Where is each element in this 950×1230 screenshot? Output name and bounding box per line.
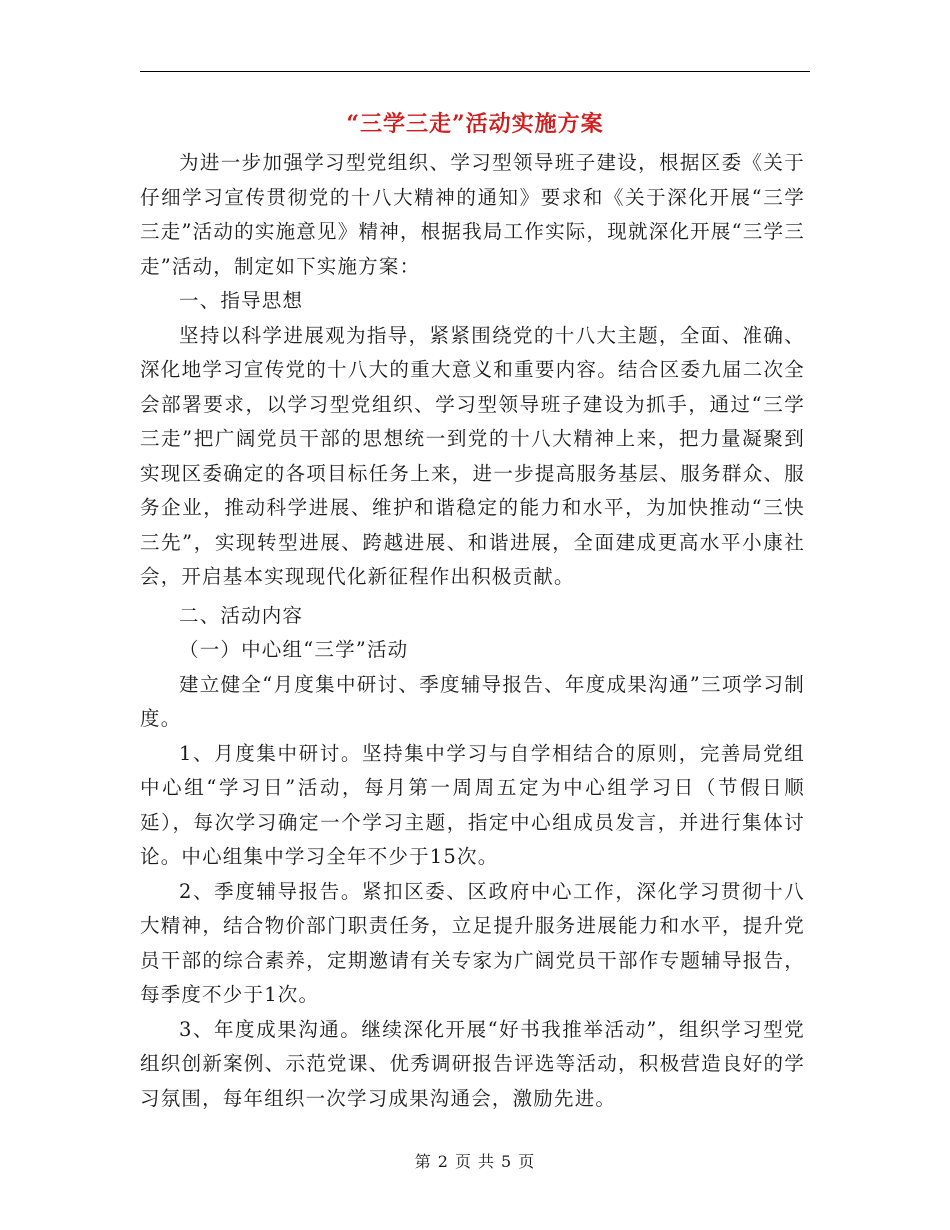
- study-system-paragraph: 建立健全“月度集中研讨、季度辅导报告、年度成果沟通”三项学习制度。: [140, 672, 805, 730]
- subsection-heading-center-group: （一）中心组“三学”活动: [179, 638, 409, 661]
- monthly-seminar-paragraph: 1、月度集中研讨。坚持集中学习与自学相结合的原则，完善局党组中心组“学习日”活动，每月第一周周五定为中心组学习日（节假日顺延），每次学习确定一个学习主题，指定中心组成员发言，并进行集体讨论。中心组集中学习全年不少于15次。: [140, 741, 805, 868]
- page-footer: [0, 1150, 950, 1174]
- quarterly-report-paragraph: 2、季度辅导报告。紧扣区委、区政府中心工作，深化学习贯彻十八大精神，结合物价部门职责任务，立足提升服务进展能力和水平，提升党员干部的综合素养，定期邀请有关专家为广阔党员干部作专题辅导报告，每季度不少于1次。: [140, 879, 805, 1006]
- footer-label-gong: 共: [478, 1152, 496, 1171]
- footer-label-di: 第: [414, 1152, 432, 1171]
- footer-label-ye: 页: [454, 1152, 472, 1171]
- current-page-number: 2: [437, 1152, 449, 1171]
- section-heading-activity-content: 二、活动内容: [179, 603, 304, 627]
- document-body: [140, 146, 805, 1116]
- total-page-number: 5: [501, 1152, 513, 1171]
- header-rule: [140, 71, 810, 72]
- intro-paragraph: 为进一步加强学习型党组织、学习型领导班子建设，根据区委《关于仔细学习宣传贯彻党的十八大精神的通知》要求和《关于深化开展“三学三走”活动的实施意见》精神，根据我局工作实际，现就深化开展“三学三走”活动，制定如下实施方案：: [140, 151, 805, 278]
- section-heading-guiding-ideology: 一、指导思想: [179, 289, 304, 312]
- footer-label-ye-end: 页: [518, 1152, 536, 1171]
- guiding-ideology-paragraph: 坚持以科学进展观为指导，紧紧围绕党的十八大主题，全面、准确、深化地学习宣传党的十八大的重大意义和重要内容。结合区委九届二次全会部署要求，以学习型党组织、学习型领导班子建设为抓手，通过“三学三走”把广阔党员干部的思想统一到党的十八大精神上来，把力量凝聚到实现区委确定的各项目标任务上来，进一步提高服务基层、服务群众、服务企业，推动科学进展、维护和谐稳定的能力和水平，为加快推动“三快三先”，实现转型进展、跨越进展、和谐进展，全面建成更高水平小康社会，开启基本实现现代化新征程作出积极贡献。: [140, 323, 805, 588]
- document-title: “三学三走”活动实施方案: [346, 111, 604, 137]
- annual-exchange-paragraph: 3、年度成果沟通。继续深化开展“好书我推举活动”，组织学习型党组织创新案例、示范党课、优秀调研报告评选等活动，积极营造良好的学习氛围，每年组织一次学习成果沟通会，激励先进。: [140, 1017, 805, 1110]
